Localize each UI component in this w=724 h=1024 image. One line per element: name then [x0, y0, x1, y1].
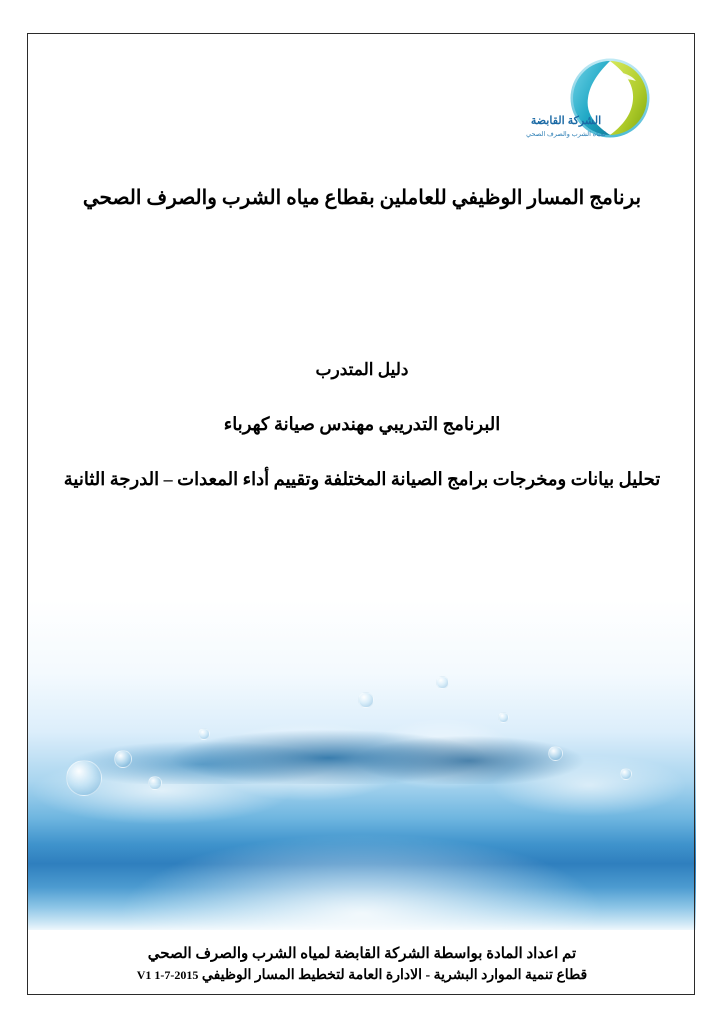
trainee-guide-label: دليل المتدرب	[315, 360, 409, 379]
water-bubble	[148, 776, 162, 790]
footer-preparer-line: تم اعداد المادة بواسطة الشركة القابضة لمياه الشرب والصرف الصحي	[147, 945, 577, 962]
footer	[40, 944, 684, 986]
logo-mark-icon	[506, 57, 656, 165]
water-bubble	[66, 760, 102, 796]
water-bubble	[548, 746, 563, 761]
water-bubble	[436, 676, 449, 689]
water-bubble	[358, 692, 374, 708]
logo-company-subtitle: لمياه الشرب والصرف الصحي	[526, 131, 606, 138]
cover-water-image	[28, 600, 696, 930]
water-bubble	[498, 712, 509, 723]
program-description: تحليل بيانات ومخرجات برامج الصيانة المختلفة وتقييم أداء المعدات – الدرجة الثانية	[63, 469, 661, 489]
program-name: البرنامج التدريبي مهندس صيانة كهرباء	[223, 414, 501, 434]
footer-department-text: قطاع تنمية الموارد البشرية - الادارة العامة لتخطيط المسار الوظيفي	[201, 967, 588, 983]
footer-department-line	[40, 966, 684, 986]
page-title: برنامج المسار الوظيفي للعاملين بقطاع مياه الشرب والصرف الصحي	[82, 187, 642, 209]
water-bubble	[198, 728, 210, 740]
footer-version: V1 1-7-2015	[136, 967, 199, 982]
water-bubble	[620, 768, 632, 780]
logo-company-name: الشركة القابضة	[530, 115, 602, 127]
company-logo	[506, 57, 656, 165]
water-bubble	[114, 750, 132, 768]
